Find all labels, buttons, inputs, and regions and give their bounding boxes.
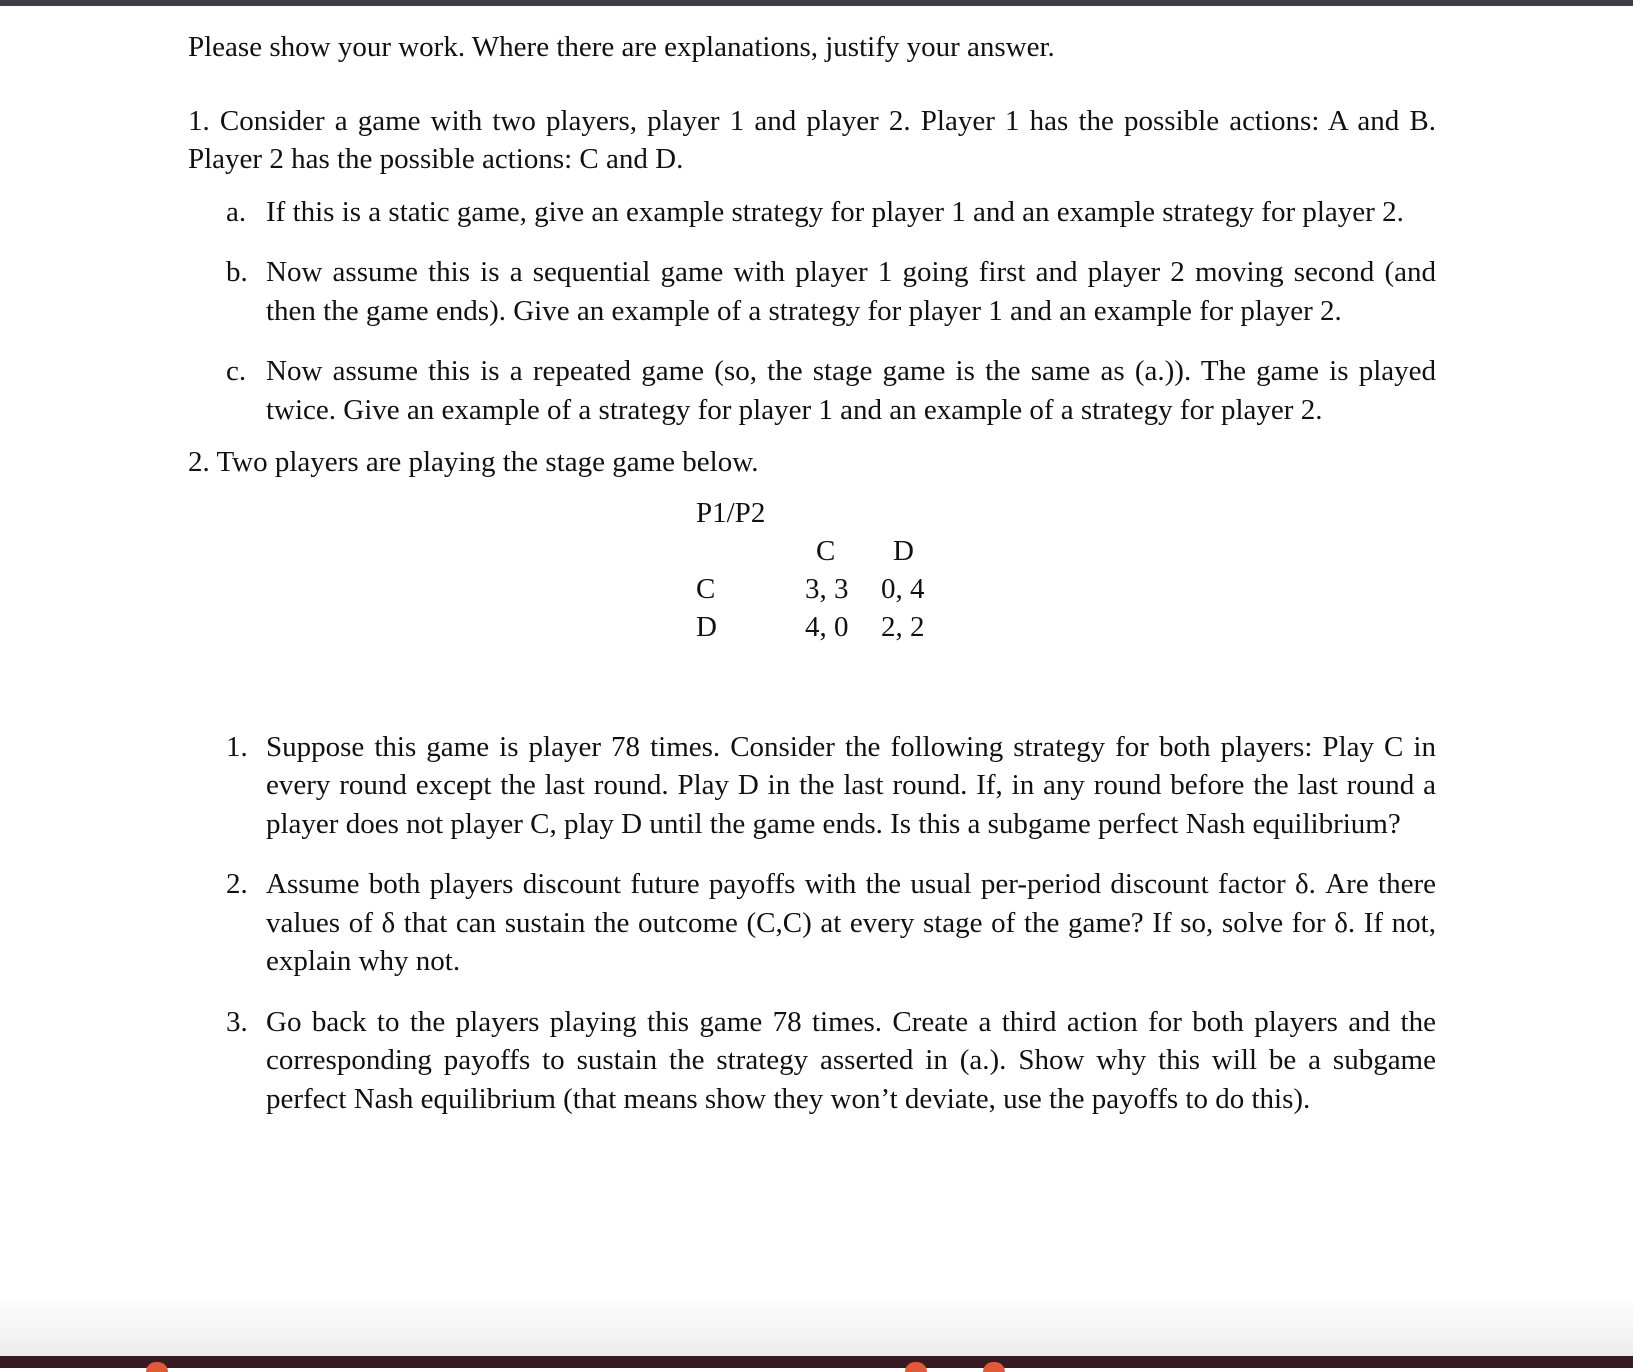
part-text: If this is a static game, give an example strategy for player 1 and an example strategy for player 2. bbox=[266, 195, 1404, 228]
part-label: 3. bbox=[226, 1005, 248, 1038]
stage-game-table bbox=[188, 482, 1436, 728]
payoff-cell-cd: 0, 4 bbox=[881, 572, 925, 605]
question-2-part-1 bbox=[188, 728, 1436, 844]
part-label: 1. bbox=[226, 730, 248, 763]
question-1-part-b bbox=[188, 253, 1436, 330]
game-table-title: P1/P2 bbox=[696, 496, 766, 529]
question-2-part-2 bbox=[188, 865, 1436, 981]
part-text: Now assume this is a repeated game (so, the stage game is the same as (a.)). The game is played twice. Give an example of a strategy for player 1 and an example of a strategy for player 2. bbox=[266, 355, 1436, 426]
question-1-text: 1. Consider a game with two players, player 1 and player 2. Player 1 has the possible actions: A and B. Player 2 has the possible actions: C and D. bbox=[188, 104, 1436, 175]
question-2-part-3 bbox=[188, 1003, 1436, 1119]
part-label: 2. bbox=[226, 868, 248, 900]
question-1-part-c bbox=[188, 352, 1436, 429]
column-header-d: D bbox=[893, 534, 914, 567]
part-text: Suppose this game is player 78 times. Consider the following strategy for both players: Play C in every round except the last round. Play D in the last round. If, in any round before the last round a player does not player C, play D until the game ends. Is this a subgame perfect Nash equilibrium? bbox=[266, 730, 1436, 840]
part-label: a. bbox=[226, 195, 247, 228]
part-text: Go back to the players playing this game 78 times. Create a third action for both players and the corresponding payoffs to sustain the strategy asserted in (a.). Show why this will be a subgame perfect Nash equilibrium (that means show they won’t deviate, use the payoffs to do this). bbox=[266, 1005, 1436, 1115]
payoff-cell-dd: 2, 2 bbox=[881, 610, 925, 643]
part-label: b. bbox=[226, 256, 248, 288]
window-top-bar bbox=[0, 0, 1633, 6]
part-label: c. bbox=[226, 355, 247, 387]
page-bottom-shade bbox=[0, 1296, 1633, 1356]
part-text: Now assume this is a sequential game with player 1 going first and player 2 moving second (and then the game ends). Give an example of a strategy for player 1 and an example for player 2. bbox=[266, 256, 1436, 327]
document-page bbox=[188, 28, 1436, 1140]
row-header-d: D bbox=[696, 610, 717, 643]
column-header-c: C bbox=[816, 534, 836, 567]
intro-paragraph: Please show your work. Where there are explanations, justify your answer. bbox=[188, 31, 1055, 63]
payoff-cell-cc: 3, 3 bbox=[805, 572, 849, 605]
dock-bar bbox=[0, 1356, 1633, 1368]
question-1-part-a bbox=[188, 193, 1436, 232]
payoff-cell-dc: 4, 0 bbox=[805, 610, 849, 643]
question-2-text: 2. Two players are playing the stage game below. bbox=[188, 446, 759, 478]
row-header-c: C bbox=[696, 572, 716, 605]
part-text: Assume both players discount future payoffs with the usual per-period discount factor δ. Are there values of δ that can sustain the outcome (C,C) at every stage of the game? If so, solve for δ. If not, explain why not. bbox=[266, 868, 1436, 977]
